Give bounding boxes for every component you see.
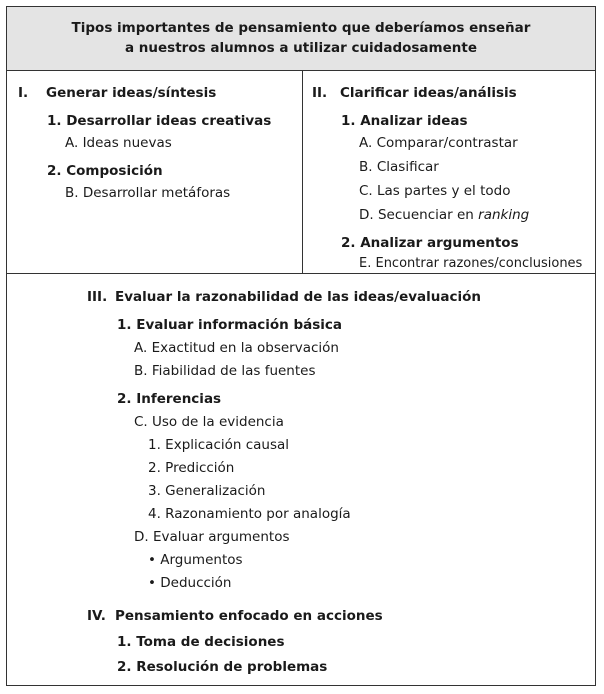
list-item: B. Desarrollar metáforas (65, 185, 231, 201)
list-item: 3. Generalización (148, 483, 266, 499)
section-heading (18, 84, 216, 102)
list-item: A. Ideas nuevas (65, 135, 172, 151)
section-heading-text: Generar ideas/síntesis (46, 85, 217, 101)
list-item: 4. Razonamiento por analogía (148, 506, 351, 522)
list-item: • Argumentos (148, 552, 243, 568)
subheading: 2. Analizar argumentos (341, 235, 519, 251)
list-item: E. Encontrar razones/conclusiones (359, 256, 583, 271)
list-item: 2. Predicción (148, 460, 235, 476)
list-item-italic: ranking (478, 207, 530, 223)
list-item: C. Uso de la evidencia (134, 414, 284, 430)
list-item: B. Fiabilidad de las fuentes (134, 363, 316, 379)
list-item: C. Las partes y el todo (359, 183, 511, 199)
section-generate-ideas (7, 71, 303, 273)
section-evaluate-and-act (7, 273, 595, 685)
list-item (359, 206, 529, 224)
section-numeral: IV. (87, 608, 106, 624)
section-clarify-ideas (303, 71, 595, 273)
subheading: 1. Toma de decisiones (117, 634, 285, 650)
section-heading-text: Clarificar ideas/análisis (340, 85, 517, 101)
section-numeral: I. (18, 85, 29, 101)
subheading: 1. Desarrollar ideas creativas (47, 113, 272, 129)
list-item-text: D. Secuenciar en (359, 207, 479, 223)
section-numeral: III. (87, 289, 108, 305)
list-item: • Deducción (148, 575, 232, 591)
section-heading (87, 607, 383, 625)
list-item: 1. Explicación causal (148, 437, 290, 453)
section-numeral: II. (312, 85, 328, 101)
subheading: 2. Composición (47, 163, 163, 179)
section-heading (87, 288, 481, 306)
list-item: B. Clasificar (359, 159, 439, 175)
subheading: 1. Analizar ideas (341, 113, 468, 129)
thinking-types-table (6, 6, 596, 686)
table-title (7, 7, 595, 71)
subheading: 2. Resolución de problemas (117, 659, 328, 675)
list-item: A. Comparar/contrastar (359, 135, 518, 151)
section-heading (312, 84, 517, 102)
subheading: 1. Evaluar información básica (117, 317, 343, 333)
title-line-1: Tipos importantes de pensamiento que deberíamos enseñar (71, 20, 531, 36)
section-heading-text: Evaluar la razonabilidad de las ideas/evaluación (115, 289, 482, 305)
section-heading-text: Pensamiento enfocado en acciones (115, 608, 383, 624)
title-line-2: a nuestros alumnos a utilizar cuidadosamente (124, 40, 477, 56)
list-item: D. Evaluar argumentos (134, 529, 290, 545)
list-item: A. Exactitud en la observación (134, 340, 339, 356)
subheading: 2. Inferencias (117, 391, 222, 407)
